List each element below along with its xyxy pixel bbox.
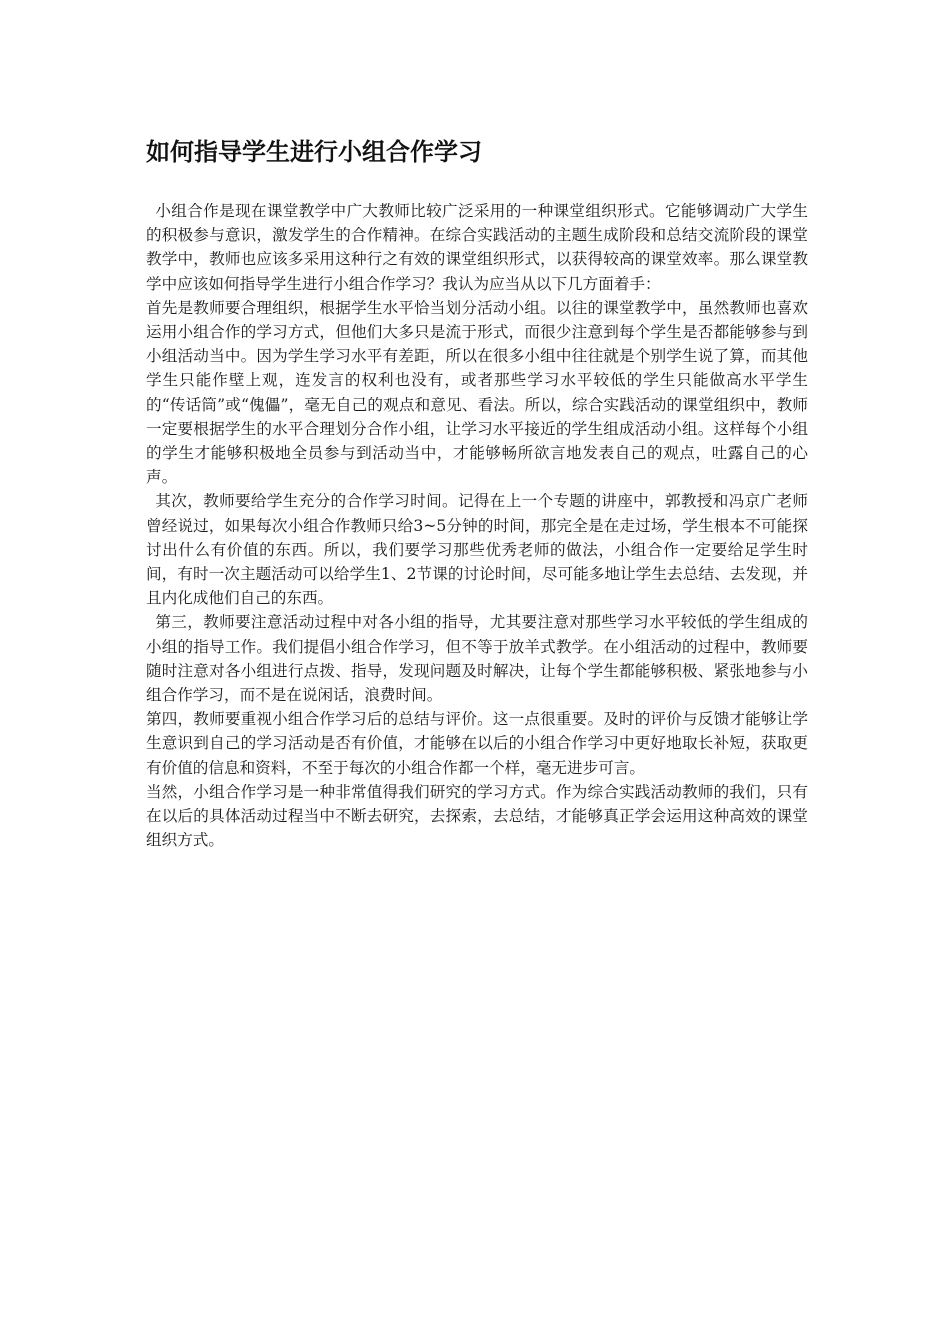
document-body (146, 199, 808, 852)
paragraph-second-point: 其次，教师要给学生充分的合作学习时间。记得在上一个专题的讲座中，郭教授和冯京广老师曾经说过，如果每次小组合作教师只给3~5分钟的时间，那完全是在走过场，学生根本不可能探讨出什么有价值的东西。所以，我们要学习那些优秀老师的做法，小组合作一定要给足学生时间，有时一次主题活动可以给学生1、2节课的讨论时间，尽可能多地让学生去总结、去发现，并且内化成他们自己的东西。 (146, 492, 808, 608)
paragraph-third-point: 第三，教师要注意活动过程中对各小组的指导，尤其要注意对那些学习水平较低的学生组成的小组的指导工作。我们提倡小组合作学习，但不等于放羊式教学。在小组活动的过程中，教师要随时注意对各小组进行点拨、指导，发现问题及时解决，让每个学生都能够积极、紧张地参与小组合作学习，而不是在说闲话，浪费时间。 (146, 613, 808, 705)
paragraph-fourth-point: 第四，教师要重视小组合作学习后的总结与评价。这一点很重要。及时的评价与反馈才能够让学生意识到自己的学习活动是否有价值，才能够在以后的小组合作学习中更好地取长补短，获取更有价值的信息和资料，不至于每次的小组合作都一个样，毫无进步可言。 (146, 710, 808, 777)
document-title: 如何指导学生进行小组合作学习 (146, 138, 482, 166)
paragraph-conclusion: 当然，小组合作学习是一种非常值得我们研究的学习方式。作为综合实践活动教师的我们，只有在以后的具体活动过程当中不断去研究，去探索，去总结，才能够真正学会运用这种高效的课堂组织方式。 (146, 782, 808, 850)
paragraph-intro: 小组合作是现在课堂教学中广大教师比较广泛采用的一种课堂组织形式。它能够调动广大学生的积极参与意识，激发学生的合作精神。在综合实践活动的主题生成阶段和总结交流阶段的课堂教学中，教师也应该多采用这种行之有效的课堂组织形式，以获得较高的课堂效率。那么课堂教学中应该如何指导学生进行小组合作学习？我认为应当从以下几方面着手： (146, 202, 808, 293)
paragraph-first-point: 首先是教师要合理组织，根据学生水平恰当划分活动小组。以往的课堂教学中，虽然教师也喜欢运用小组合作的学习方式，但他们大多只是流于形式，而很少注意到每个学生是否都能够参与到小组活动当中。因为学生学习水平有差距，所以在很多小组中往往就是个别学生说了算，而其他学生只能作壁上观，连发言的权利也没有，或者那些学习水平较低的学生只能做高水平学生的“传话筒”或“傀儡”，毫无自己的观点和意见、看法。所以，综合实践活动的课堂组织中，教师一定要根据学生的水平合理划分合作小组，让学习水平接近的学生组成活动小组。这样每个小组的学生才能够积极地全员参与到活动当中，才能够畅所欲言地发表自己的观点，吐露自己的心声。 (146, 298, 808, 487)
